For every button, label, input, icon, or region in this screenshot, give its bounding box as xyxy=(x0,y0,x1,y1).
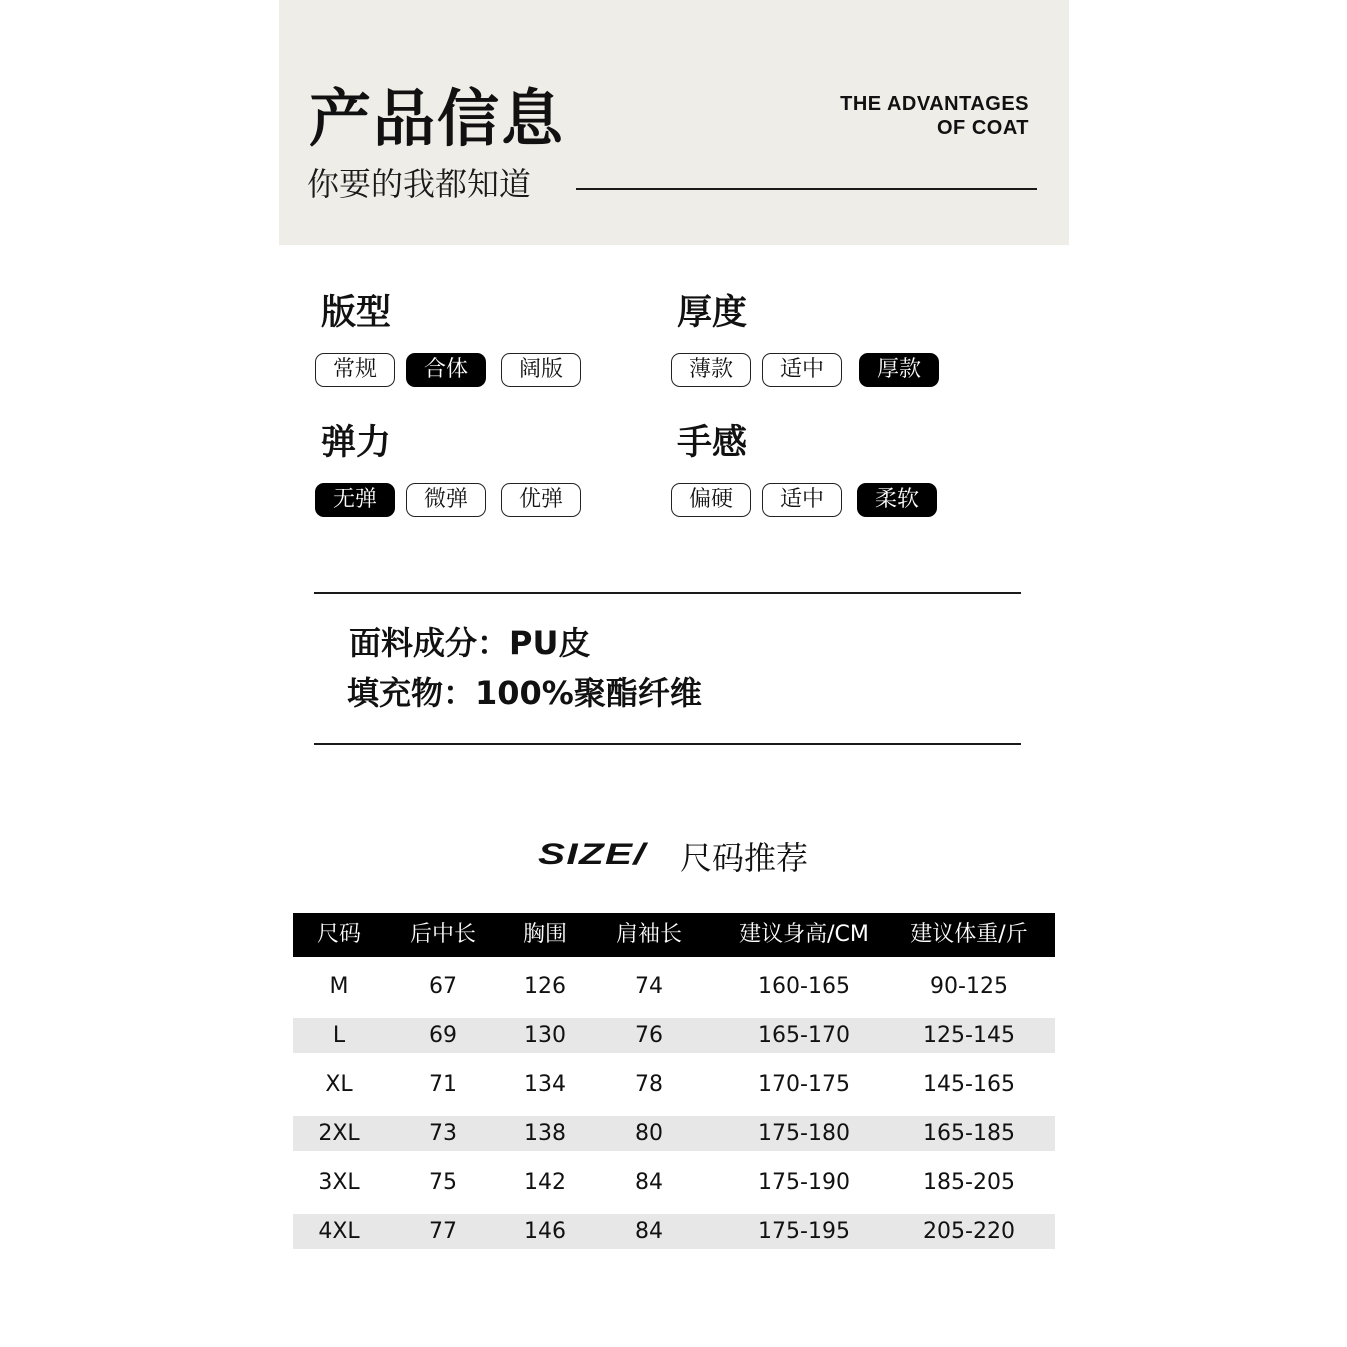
size-heading xyxy=(538,838,809,880)
table-cell: 175-190 xyxy=(758,1170,850,1195)
table-cell: 160-165 xyxy=(758,974,850,999)
column-header: 尺码 xyxy=(316,922,362,947)
advantages-line-1: THE ADVANTAGES xyxy=(840,93,1029,115)
option-tag[interactable]: 常规 xyxy=(315,353,395,387)
option-tag[interactable]: 微弹 xyxy=(406,483,486,517)
option-tag[interactable]: 柔软 xyxy=(857,483,937,517)
table-cell: 175-195 xyxy=(758,1219,850,1244)
size-logo: SIZE/ xyxy=(538,838,647,871)
option-tag[interactable]: 适中 xyxy=(762,353,842,387)
attribute-fit xyxy=(321,293,563,382)
option-tag[interactable]: 适中 xyxy=(762,483,842,517)
table-cell: 84 xyxy=(635,1219,663,1244)
table-cell: 4XL xyxy=(318,1219,360,1244)
table-cell: 185-205 xyxy=(923,1170,1015,1195)
attribute-title: 厚度 xyxy=(677,293,748,333)
attribute-handfeel xyxy=(677,423,919,512)
option-tag[interactable]: 阔版 xyxy=(501,353,581,387)
page-title: 产品信息 xyxy=(309,82,566,155)
table-row xyxy=(293,957,1055,1006)
page-subtitle: 你要的我都知道 xyxy=(307,165,532,203)
option-group xyxy=(671,353,971,391)
option-tag[interactable]: 优弹 xyxy=(501,483,581,517)
table-cell: 175-180 xyxy=(758,1121,850,1146)
option-tag[interactable]: 合体 xyxy=(406,353,486,387)
option-group xyxy=(315,353,615,391)
table-cell: 130 xyxy=(524,1023,566,1048)
material-bottom-divider xyxy=(314,743,1021,745)
table-cell: 125-145 xyxy=(923,1023,1015,1048)
attribute-elasticity xyxy=(321,423,563,512)
table-cell: 78 xyxy=(635,1072,663,1097)
table-cell: 84 xyxy=(635,1170,663,1195)
option-tag[interactable]: 偏硬 xyxy=(671,483,751,517)
advantages-line-2: OF COAT xyxy=(936,117,1029,139)
material-top-divider xyxy=(314,592,1021,594)
size-title: 尺码推荐 xyxy=(680,839,809,877)
table-cell: 69 xyxy=(429,1023,457,1048)
table-cell: 170-175 xyxy=(758,1072,850,1097)
table-row xyxy=(293,1006,1055,1055)
attribute-title: 版型 xyxy=(321,293,392,333)
table-cell: 90-125 xyxy=(930,974,1008,999)
table-cell: 80 xyxy=(635,1121,663,1146)
table-cell: 77 xyxy=(429,1219,457,1244)
table-row xyxy=(293,1055,1055,1104)
table-cell: 142 xyxy=(524,1170,566,1195)
header-divider xyxy=(576,188,1037,190)
attribute-title: 手感 xyxy=(677,423,748,463)
table-cell: M xyxy=(329,974,349,999)
column-header: 后中长 xyxy=(409,922,477,947)
column-header: 建议体重/斤 xyxy=(910,922,1028,947)
table-cell: 145-165 xyxy=(923,1072,1015,1097)
column-header: 建议身高/CM xyxy=(739,922,869,947)
table-cell: 134 xyxy=(524,1072,566,1097)
table-cell: 126 xyxy=(524,974,566,999)
header-banner xyxy=(279,0,1069,245)
size-table xyxy=(293,913,1055,1251)
table-cell: 138 xyxy=(524,1121,566,1146)
table-cell: XL xyxy=(325,1072,353,1097)
option-group xyxy=(671,483,971,521)
table-cell: 75 xyxy=(429,1170,457,1195)
table-row xyxy=(293,1153,1055,1202)
table-header-row xyxy=(293,913,1055,957)
table-cell: 146 xyxy=(524,1219,566,1244)
table-row xyxy=(293,1104,1055,1153)
table-cell: 71 xyxy=(429,1072,457,1097)
table-cell: 165-185 xyxy=(923,1121,1015,1146)
table-cell: L xyxy=(332,1023,346,1048)
option-group xyxy=(315,483,615,521)
table-cell: 73 xyxy=(429,1121,457,1146)
table-cell: 76 xyxy=(635,1023,663,1048)
attribute-title: 弹力 xyxy=(321,423,392,463)
table-cell: 205-220 xyxy=(923,1219,1015,1244)
table-cell: 3XL xyxy=(318,1170,360,1195)
column-header: 肩袖长 xyxy=(615,922,683,947)
option-tag[interactable]: 无弹 xyxy=(315,483,395,517)
table-cell: 2XL xyxy=(318,1121,360,1146)
table-cell: 67 xyxy=(429,974,457,999)
table-cell: 165-170 xyxy=(758,1023,850,1048)
table-cell: 74 xyxy=(635,974,663,999)
option-tag[interactable]: 厚款 xyxy=(859,353,939,387)
material-filling: 填充物：100%聚酯纤维 xyxy=(347,674,702,712)
column-header: 胸围 xyxy=(522,922,568,947)
table-row xyxy=(293,1202,1055,1251)
attribute-thickness xyxy=(677,293,921,382)
option-tag[interactable]: 薄款 xyxy=(671,353,751,387)
advantages-caption xyxy=(840,92,1029,140)
material-fabric: 面料成分：PU皮 xyxy=(349,624,591,662)
